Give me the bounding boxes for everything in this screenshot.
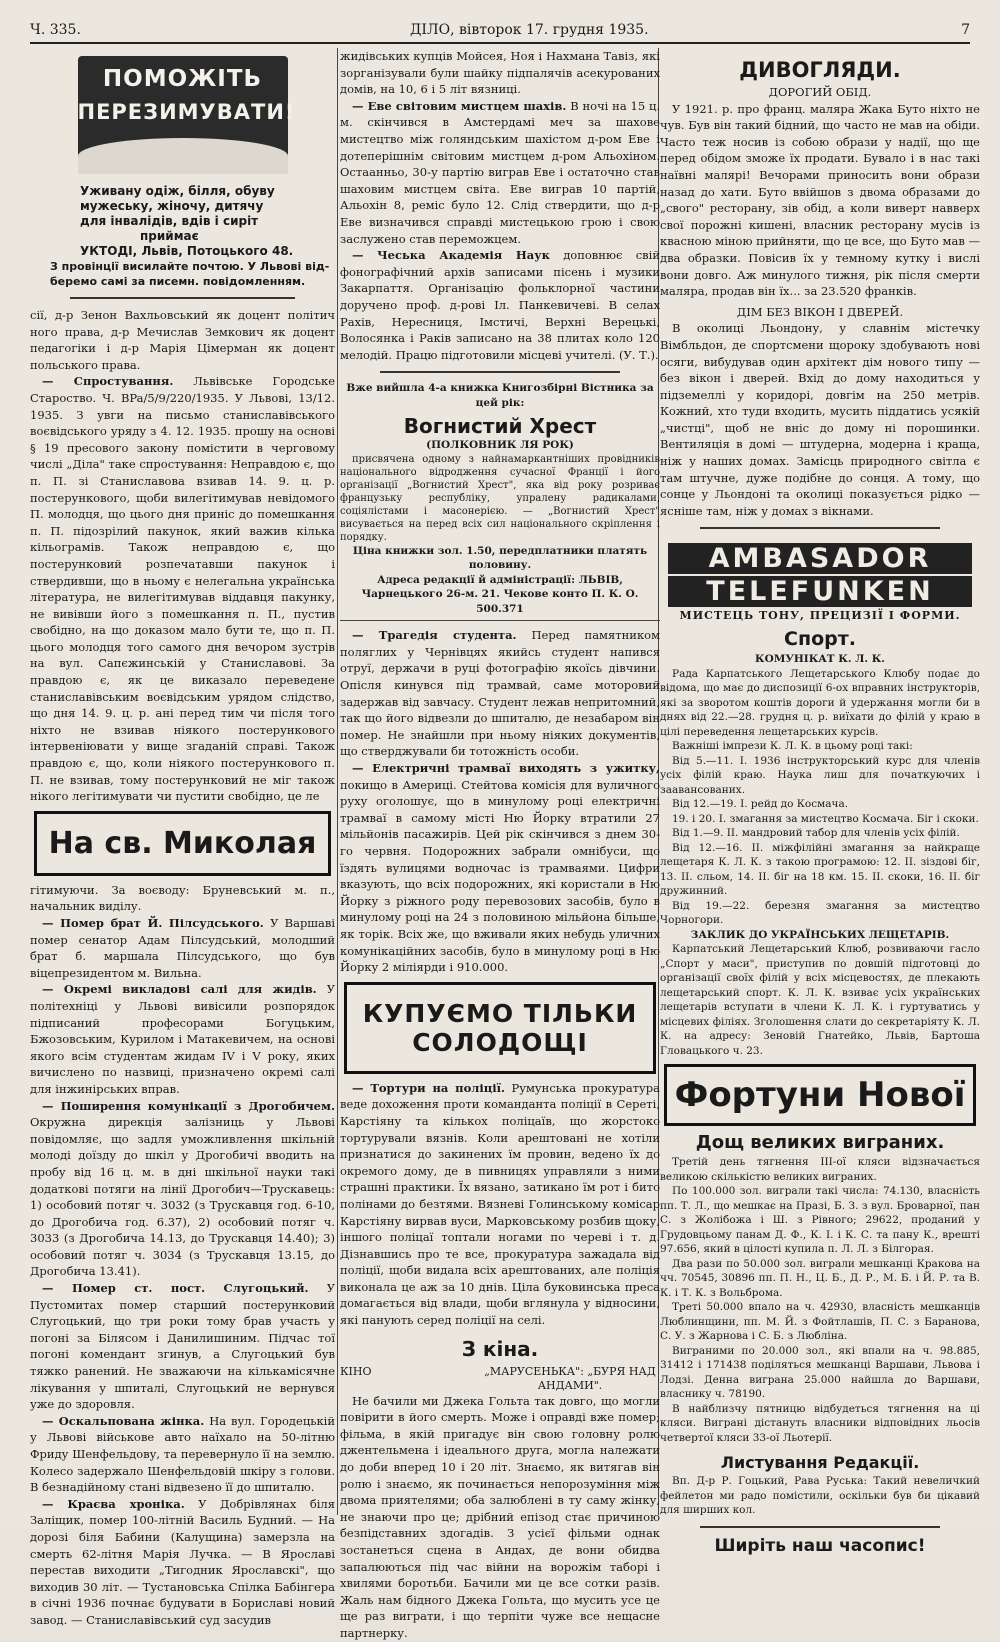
sport-event: Від 5.—11. І. 1936 інструкторський курс для членів усіх філій краю. Наука лиш для початкуючих і заавансованих. [660, 754, 980, 796]
lottery-text: Треті 50.000 впало на ч. 42930, власність мешканців Люблинщини, пп. М. Й. з Фойтлашів, П. С. з Баранова, С. У. з Жарнова і С. Б. з Любліна. [660, 1301, 980, 1343]
book-description: присвячена одному з найнамаркантніших провідників національного відродження сучасної Франції і його організації „Вогнистий Хрест", яка від року розриває французьку республіку, упралену радикалами, соціялістами і масонерією. — „Вогнистий Хрест" висувається на перед всіх сил національного скріплення і порядку. [340, 453, 660, 543]
curiosities-heading: ДИВОГЛЯДИ. [739, 58, 901, 82]
sport-event: Від 12.—16. ІІ. міжфілійні змагання за найкраще лещетаря К. Л. К. з такою програмою: 12. ІІ. зіздові біг, 13. ІІ. сльом, 14. ІІ. біг на 18 км. 15. ІІ. скоки, 16. ІІ. біг дружинний. [660, 841, 980, 898]
winter-appeal-banner [77, 56, 296, 174]
lottery-text: В найблизчу пятницю відбудеться тягнення на ці кляси. Виграні дістануть власники відповідних льосів четвертої кляси 33-ої Льотерії. [660, 1402, 980, 1444]
header-rule [30, 42, 970, 44]
sport-subheading: КОМУНІКАТ К. Л. К. [755, 653, 885, 666]
article-house-no-windows: В околиці Льондону, у славнім містечку Вімбльдон, де спортсмени щороку здобувають нові осяги, вибудував один архітект дім нового типу — без вікон і дверей. Вхід до дому находиться у підземеллі у коридорі, довгім на 250 метрів. Кожний, хто туди входить, мусить піддатись усякій „чистці", щоб не вніс до дому ні порошинки. Вентиляція в домі — штудерна, модерна і краща, ніж у наших домах. Замісць природного світла є там штучне, дуже подібне до сонця. А тому, що сонце у Льондоні та околиці показується рідко — ясніше там, ніж у домах з вікнами. [660, 321, 980, 518]
sport-communique: Рада Карпатського Лещетарського Клюбу подає до відома, що має до диспозиції 6-ох вправних інструкторів, які за зворотом коштів дороги й удержання могли би в днях від 22.—28. грудня ц. р. виїхати до філій у краю в цілі переведення лещетарських курсів. [660, 667, 980, 738]
issue-number: Ч. 335. [30, 22, 81, 38]
lottery-text: Третій день тягнення ІІІ-ої кляси відзначається великою скількістю великих виграних. [660, 1156, 980, 1183]
article-police-torture: — Тортури на поліції. Румунська прокуратура веде дохоження проти команданта поліції в Сереті, Карстіяну та кількох поліцаїв, що жорстоко тортурували вязнів. Коли арештовані не хотіли признатися до закинених їм провин, ведено їх до окремого дому, де в пивницях управляли з ними страшні практики. Їх вязано, затикано їм рот і бито полінами до безтями. Вязневі Голинському комісар Карстіяну вирвав вуси, Марковському розбив щоку, іншого поліцаї топтали ногами по череві і т. д. Дізнавшись про те все, прокуратура зажадала від поліції, щоби видала всіх арештованих, але поліція виконала це аж за 10 днів. Ціла буковинська преса домагається від влади, щоби вглянула у відносини, які панують серед поліції на селі. [340, 1080, 661, 1328]
sport-event: Від 12.—19. І. рейд до Космача. [672, 798, 849, 811]
masthead: ДІЛО, вівторок 17. грудня 1935. [410, 22, 649, 38]
telefunken-line-2: TELEFUNKEN [668, 576, 972, 607]
curiosities-subheading-2: ДІМ БЕЗ ВІКОН І ДВЕРЕЙ. [736, 304, 904, 319]
separator [700, 1526, 940, 1528]
article-expensive-dinner: У 1921. р. про франц. маляра Жака Буто ніхто не чув. Був він такий бідний, що часто не мав на обіди. Часто теж носив із собою образи у надії, що ще перед обідом зможе їх продати. Бувало і в нас такі наївні малярі! Вечорами приносить вони образи назад до хати. Буто ввійшов з двома образами до „свого" ресторану, зів обід, а коли виверт навверх свої порожні кишені, власник ресторану мусів із квасною міною прийняти, що це все, що Буто мав — два образки. Повісив їх у темному кутку і вислі вони довго. Аж минулого тижня, рік після смерти маляра, продав він їх... за 23.520 франків. [660, 101, 980, 299]
book-notice: Вже вийшла 4-а книжка Книгозбірні Вістника за цей рік: [346, 382, 654, 409]
snow-hill-illustration [78, 138, 288, 174]
page-number: 7 [961, 22, 970, 38]
book-title: Вогнистий Хрест [403, 414, 597, 439]
letters-text: Вп. Д-р Р. Гоцький, Рава Руська: Такий невеличкий фейлетон ми радо помістили, оскільки був би цікавий для ширших кол. [660, 1475, 980, 1517]
lottery-text: По 100.000 зол. виграли такі числа: 74.130, власність пп. Т. Л., що мешкає на Празі, Б. З. з вул. Броварної, пан С. з Жолібожа і Ш. з Рівного; 29622, проданий у Грудовцьому панам Д. Ф., К. І. і К. С. та пану К., врешті 97.656, який в цілості купила п. Л. Л. з Білгорая. [660, 1185, 980, 1256]
book-subtitle: (ПОЛКОВНИК ЛЯ РОК) [426, 439, 574, 452]
sport-call-heading: ЗАКЛИК ДО УКРАЇНСЬКИХ ЛЕЩЕТАРІВ. [690, 928, 950, 941]
column-3 [660, 48, 980, 1556]
page-header [30, 22, 970, 44]
article-fragment: жидівських купців Мойсея, Ноя і Нахмана Тавіз, які зорганізували були шайку підпалячів асекурованих домів, на 10, 6 і 5 літ вязниці. [340, 49, 660, 97]
sport-heading: Спорт. [784, 628, 856, 651]
book-advert [340, 381, 660, 621]
article-czech-academy: — Чеська Академія Наук доповнює свій фонографічний архів записами пісень і музики Закарпаття. Організацію фольклорної частини доручено проф. д-рові Іл. Панкевичеві. В селах Рахів, Нересниця, Імстичі, Верхні Верецькі, Волосянка і Раків записано на 38 плитах коло 120 мелодій. Працю підготовили місцеві учителі. (У. Т.). [340, 248, 660, 362]
article-drohobych: — Поширення комунікації з Дрогобичем. Окружна дирекція залізниць у Львові повідомляє, що задля уможливлення шкільній молоді доїзду до шкіл у Дрогобичі вводить на пробу від 16 ц. м. в дні шкільної науки такі додаткові потяги на лінії Дрогобич—Трускавець: 1) особовий потяг ч. 3032 (з Трускавця год. 6-10, до Дрогобича год. 6.37), 2) особовий потяг ч. 3033 (з Дрогобича 14.13, до Трускавця 14.40); 3) особовий потяг ч. 3034 (з Трускавця 13.15, до Дрогобича 13.41). [30, 1098, 335, 1279]
banner-line-1: ПОМОЖІТЬ [102, 66, 263, 92]
separator [700, 527, 940, 529]
ad-fortuna: Фортуни Нової [664, 1064, 976, 1126]
article-trams: — Електричні трамваї виходять з ужитку, покищо в Америці. Стейтова комісія для вуличного руху оголошує, що в минулому році електричні трамваї в самому місті Ню Йорку втратили 27 мільйонів пасажирів. Цей рік скінчився з днем 30-го червня. Подорожних забрали омнібуси, що їздять вулицями водночас із трамваями. Цифри вказують, що всіх подорожних, які користали в Ню Йорку з ріжного роду перевозових засобів, було в минулому році на 24 з половиною мільйона більше, як торік. Всіх же, що вживали яких небудь уличних комунікаційних засобів, було в минулому році в Ню Йорку 2 міліярди і 910.000. [340, 761, 660, 975]
book-price: Ціна книжки зол. 1.50, передплатники платять половину. [352, 544, 648, 572]
lottery-text: Два рази по 50.000 зол. виграли мешканці Кракова на чч. 70545, 30896 пп. П. Н., Ц. Б., Д. Р., М. Б. і Й. Р. та В. К. і Т. К. з Вольброма. [660, 1257, 980, 1299]
banner-line-2: ПЕРЕЗИМУВАТИ! [77, 100, 296, 124]
column-1: ПОМОЖІТЬ ПЕРЕЗИМУВАТИ! Уживану одіж, білля, обуву мужеську, жіночу, дитячу для інвалідів, вдів і сиріт приймає УКТОДІ, Львів, Потоцького 48. З провінції висилайте почтою. У Львові від- беремо самі за писемн. повідомленням. сії, д-р Зенон Вахльовський як доцент політич ного права, д-р Мечислав Земкович як доцент педагогіки і д-р Марія Цімерман як доцент польського права. — Спростування. Львівське Городське Староство. Ч. BPa/5/9/220/1935. У Львові, 13/12. 1935. З увги на письмо станиславівського воєвідського уряду з 4. 12. 1935. прошу на основі § 19 пресового закону помістити в черговому числі „Діла" таке спростування: Неправдою є, що п. П. зі Станиславова взивав 14. 9. ц. р. постерункового, щоби вилегітимував невідомого П. молодця, що цього дня приніс до помешкання п. П. підозрілий пакунок, який важив кілька кільограмів. Також неправдою є, що постерунковий розпечатавши пакунок і ствердивши, що в ньому є нелегальна українська література, не вилегітимував віддавця пакунку, не вивівши його з помешкання п. П., пустив свобідно, на що доказом мало бути те, що п. П. цього молодця того самого дня вечором зустрів на вул. Сапєжинській у Станиславові. За правдою є, як це виказало переведене станиславівським воєвідським урядом слідство, що дня 14. 9. ц. р. ані перед тим чи після того ніхто не взивав ніякого постерункового інтервеніювати у вище згаданій справі. Також правдою є, що, коли ніякого постерункового п. П. не взивав, тому постерунковий не міг також нікого легітимувати чи пустити свобідно, це ле На св. Миколая гітимуючи. За воєводу: Бруневський м. п., начальник виділу. — Помер брат Й. Пілсудського. У Варшаві помер сенатор Адам Пілсудський, молодший брат б. маршала Пілсудського, що був віцепрезидентом м. Вильна. — Окремі викладові салі для жидів. У політехніці у Львові вивісили розпорядок підписаний професорами Богуцьким, Бжозовським, Курилом і Матакевичем, на основі якого всім студентам жидам IV і V року, яких вичислено по назвиці, призначено окремі салі для інжинірських вправ. — Поширення комунікації з Дрогобичем. Окружна дирекція залізниць у Львові повідомляє, що задля уможливлення шкільній молоді доїзду до шкіл у Дрогобичі вводить на пробу від 16 ц. м. в дні шкільної науки такі додаткові потяги на лінії Дрогобич—Трускавець: 1) особовий потяг ч. 3032 (з Трускавця год. 6-10, до Дрогобича год. 6.37), 2) особовий потяг ч. 3033 (з Дрогобича 14.13, до Трускавця 14.40); 3) особовий потяг ч. 3034 (з Трускавця 13.15, до Дрогобича 13.41). — Помер ст. пост. Слугоцький. У Пустомитах помер старший постерунковий Слугоцький, що три роки тому брав участь у погоні за Білясом і Данилишиним. Підчас тої погоні комендант згинув, а Слугоцький був тяжко ранений. Не зважаючи на кількамісячне лікування у шпиталі, Слугоцький не вернувся уже до здоровля. — Оскальпована жінка. На вул. Городецькій у Львові військове авто наїхало на 50-літню Фриду Шенфельдову, та перевернуло її на землю. Колесо задержало Шенфельдовій шкіру з голови. В безнадійному стані відвезено її до шпиталю. — Краєва хроніка. У Добрівлянах біля Заліщик, помер 100-літній Василь Будний. — На дорозі біля Бабини (Калущина) замерзла на смерть 62-літня Марія Лучка. — В Ярославі перестав виходити „Тигодник Ярославскі", що виходив 30 літ. — Тустановська Спілка Бабінгера в січні 1936 почнає будувати в Бориславі новий завод. — Станиславівський суд засудив [30, 48, 335, 1515]
sport-event: Від 1.—9. ІІ. мандровий табор для членів усіх філій. [672, 827, 960, 840]
ad-telefunken [668, 543, 972, 622]
article-regional-chronicle: — Краєва хроніка. У Добрівлянах біля Заліщик, помер 100-літній Василь Будний. — На дорозі біля Бабини (Калущина) замерзла на смерть 62-літня Марія Лучка. — В Ярославі перестав виходити „Тигодник Ярославскі", що виходив 30 літ. — Тустановська Спілка Бабінгера в січні 1936 почнає будувати в Бориславі новий завод. — Станиславівський суд засудив [30, 1496, 335, 1627]
telefunken-slogan: МИСТЕЦЬ ТОНУ, ПРЕЦИЗІЇ І ФОРМИ. [679, 609, 961, 623]
article-refutation: — Спростування. Львівське Городське Староство. Ч. BPa/5/9/220/1935. У Львові, 13/12. 1935. З увги на письмо станиславівського воєвідського уряду з 4. 12. 1935. прошу на основі § 19 пресового закону помістити в черговому числі „Діла" таке спростування: Неправдою є, що п. П. зі Станиславова взивав 14. 9. ц. р. постерункового, щоби вилегітимував невідомого П. молодця, що цього дня приніс до помешкання п. П. підозрілий пакунок, який важив кілька кільограмів. Також неправдою є, що постерунковий розпечатавши пакунок і ствердивши, що в ньому є нелегальна українська література, не вилегітимував віддавця пакунку, не вивівши його з помешкання п. П., пустив свобідно, на що доказом мало бути те, що п. П. цього молодця того самого дня вечором зустрів на вул. Сапєжинській у Станиславові. За правдою є, як це виказало переведене станиславівським воєвідським урядом слідство, що дня 14. 9. ц. р. ані перед тим чи після того ніхто не взивав ніякого постерункового інтервеніювати у вище згаданій справі. Також правдою є, що, коли ніякого постерункового п. П. не взивав, тому постерунковий не міг також нікого легітимувати чи пустити свобідно, це ле [30, 374, 335, 804]
lottery-text: Виграними по 20.000 зол., які впали на ч. 98.885, 31412 і 171438 поділяться мешканці Варшави, Львова і Лодзі. Денна виграна 25.000 найшла до Варшави, власнику ч. 78190. [660, 1344, 980, 1401]
article-student-tragedy: — Трагедія студента. Перед памятником поляглих у Чернівцях якийсь студент напився отруї, держачи в руці фотографію якоїсь дівчини. Опісля кинувся під трамвай, саме моторовий задержав від завчасу. Студент лежав непритомний, так що його відвезли до шпиталю, де незабаром він помер. Не знайшли при ньому ніяких документів, що стверджували би тотожність особи. [340, 628, 661, 759]
lottery-heading: Дощ великих виграних. [695, 1132, 945, 1154]
curiosities-subheading-1: ДОРОГИЙ ОБІД. [768, 85, 872, 99]
separator [380, 371, 620, 373]
film-titles: „МАРУСЕНЬКА": „БУРЯ НАД АНДАМИ". [484, 1364, 656, 1392]
separator [70, 297, 295, 299]
column-2 [340, 48, 661, 1640]
ad-st-nicholas: На св. Миколая [34, 811, 331, 876]
column-divider [337, 48, 338, 1515]
article-continued: гітимуючи. За воєводу: Бруневський м. п., начальник виділу. [30, 882, 335, 914]
film-section-heading: З кіна. [461, 1336, 539, 1361]
article-slugotsky: — Помер ст. пост. Слугоцький. У Пустомитах помер старший постерунковий Слугоцький, що три роки тому брав участь у погоні за Білясом і Данилишиним. Підчас тої погоні комендант згинув, а Слугоцький був тяжко ранений. Не зважаючи на кількамісячне лікування у шпиталі, Слугоцький не вернувся уже до здоровля. [30, 1281, 335, 1412]
article-pilsudski-brother: — Помер брат Й. Пілсудського. У Варшаві помер сенатор Адам Пілсудський, молодший брат б. маршала Пілсудського, що був віцепрезидентом м. Вильна. [30, 916, 336, 980]
article-lecture-halls: — Окремі викладові салі для жидів. У політехніці у Львові вивісили розпорядок підписаний професорами Богуцьким, Бжозовським, Курилом і Матакевичем, на основі якого всім студентам жидам IV і V року, яких вичислено по назвиці, призначено окремі салі для інжинірських вправ. [30, 982, 335, 1096]
article-fragment: сії, д-р Зенон Вахльовський як доцент політич ного права, д-р Мечислав Земкович як доцент педагогіки і д-р Марія Цімерман як доцент польського права. [30, 308, 335, 372]
sport-event: 19. і 20. І. змагання за мистецтво Космача. Біг і скоки. [672, 812, 979, 825]
appeal-text: Уживану одіж, білля, обуву мужеську, жіночу, дитячу для інвалідів, вдів і сиріт приймає УКТОДІ, Львів, Потоцького 48. [80, 184, 294, 258]
article-chess: — Еве світовим мистцем шахів. В ночі на 15 ц. м. скінчився в Амстердамі меч за шахове мистецтво між голяндським шахістом д-ром Еве і дотеперішнім світовим мистцем д-ром Альохіном. Остаанньо, 30-у партію виграв Еве і остаточно став шаховим мистцем світа. Еве виграв 10 партій, Альохін 8, реміс було 12. Слід ствердити, що д-р Еве визначився справді мистецькою грою і свою заслужено став переможцем. [340, 98, 661, 246]
telefunken-line-1: AMBASADOR [668, 543, 972, 574]
article-scalped-woman: — Оскальпована жінка. На вул. Городецькій у Львові військове авто наїхало на 50-літню Фриду Шенфельдову, та перевернуло її на землю. Колесо задержало Шенфельдовій шкіру з голови. В безнадійному стані відвезено її до шпиталю. [30, 1413, 336, 1495]
ad-buy-sweets: КУПУЄМО ТІЛЬКИ СОЛОДОЩІ [344, 982, 656, 1074]
film-label: КІНО [340, 1364, 372, 1378]
sport-events-heading: Важніші імпрези К. Л. К. в цьому році такі: [672, 740, 913, 753]
letters-heading: Листування Редакції. [720, 1453, 920, 1473]
film-review: Не бачили ми Джека Гольта так довго, що могли повірити в його смерть. Може і оправді вже помер; фільма, в якій пригадує він свою головну ролю джентельмена і ідеального друга, могла належати до доби вперед 10 і 20 літ. Знаємо, як витягав він ролю і знаємо, як починається непорозуміння між двома приятелями; оба залюблені в ту саму жінку, не знаючи про це; дрібний епізод стає причиною безпідставних здогадів. З усієї фільми однак зостанеться сцена в Андах, де вони обидва запалюються під час війни на ворожім таборі і хвилями боротьби. Бачили ми це все сотки разів. Жаль нам бідного Джека Гольта, що мусить усе це ще раз виграти, і що терпіти чуже все нещасне партнерку. [340, 1393, 660, 1640]
spread-slogan: Ширіть наш часопис! [714, 1535, 926, 1556]
book-address: Адреса редакції й адміністрації: ЛЬВІВ, Чарнецького 26-м. 21. Чекове конто П. К. О. 500.371 [361, 573, 639, 615]
sport-event: Від 19.—22. березня змагання за мистецтво Чорногори. [660, 899, 980, 927]
sport-call: Карпатський Лещетарський Клюб, розвиваючи гасло „Спорт у маси", приступив по довшій підготовці до організації своїх філій у всіх місцевостях, де плекають лещетарський спорт. К. Л. К. взиває усіх українських лещетарів вступати в члени К. Л. К. і гуртуватись у місцевих філіях. Зголошення слати до секретаріяту К. Л. К. на адресу: Зеновій Гнатейко, Львів, Бартоша Гловацького ч. 23. [660, 943, 980, 1057]
